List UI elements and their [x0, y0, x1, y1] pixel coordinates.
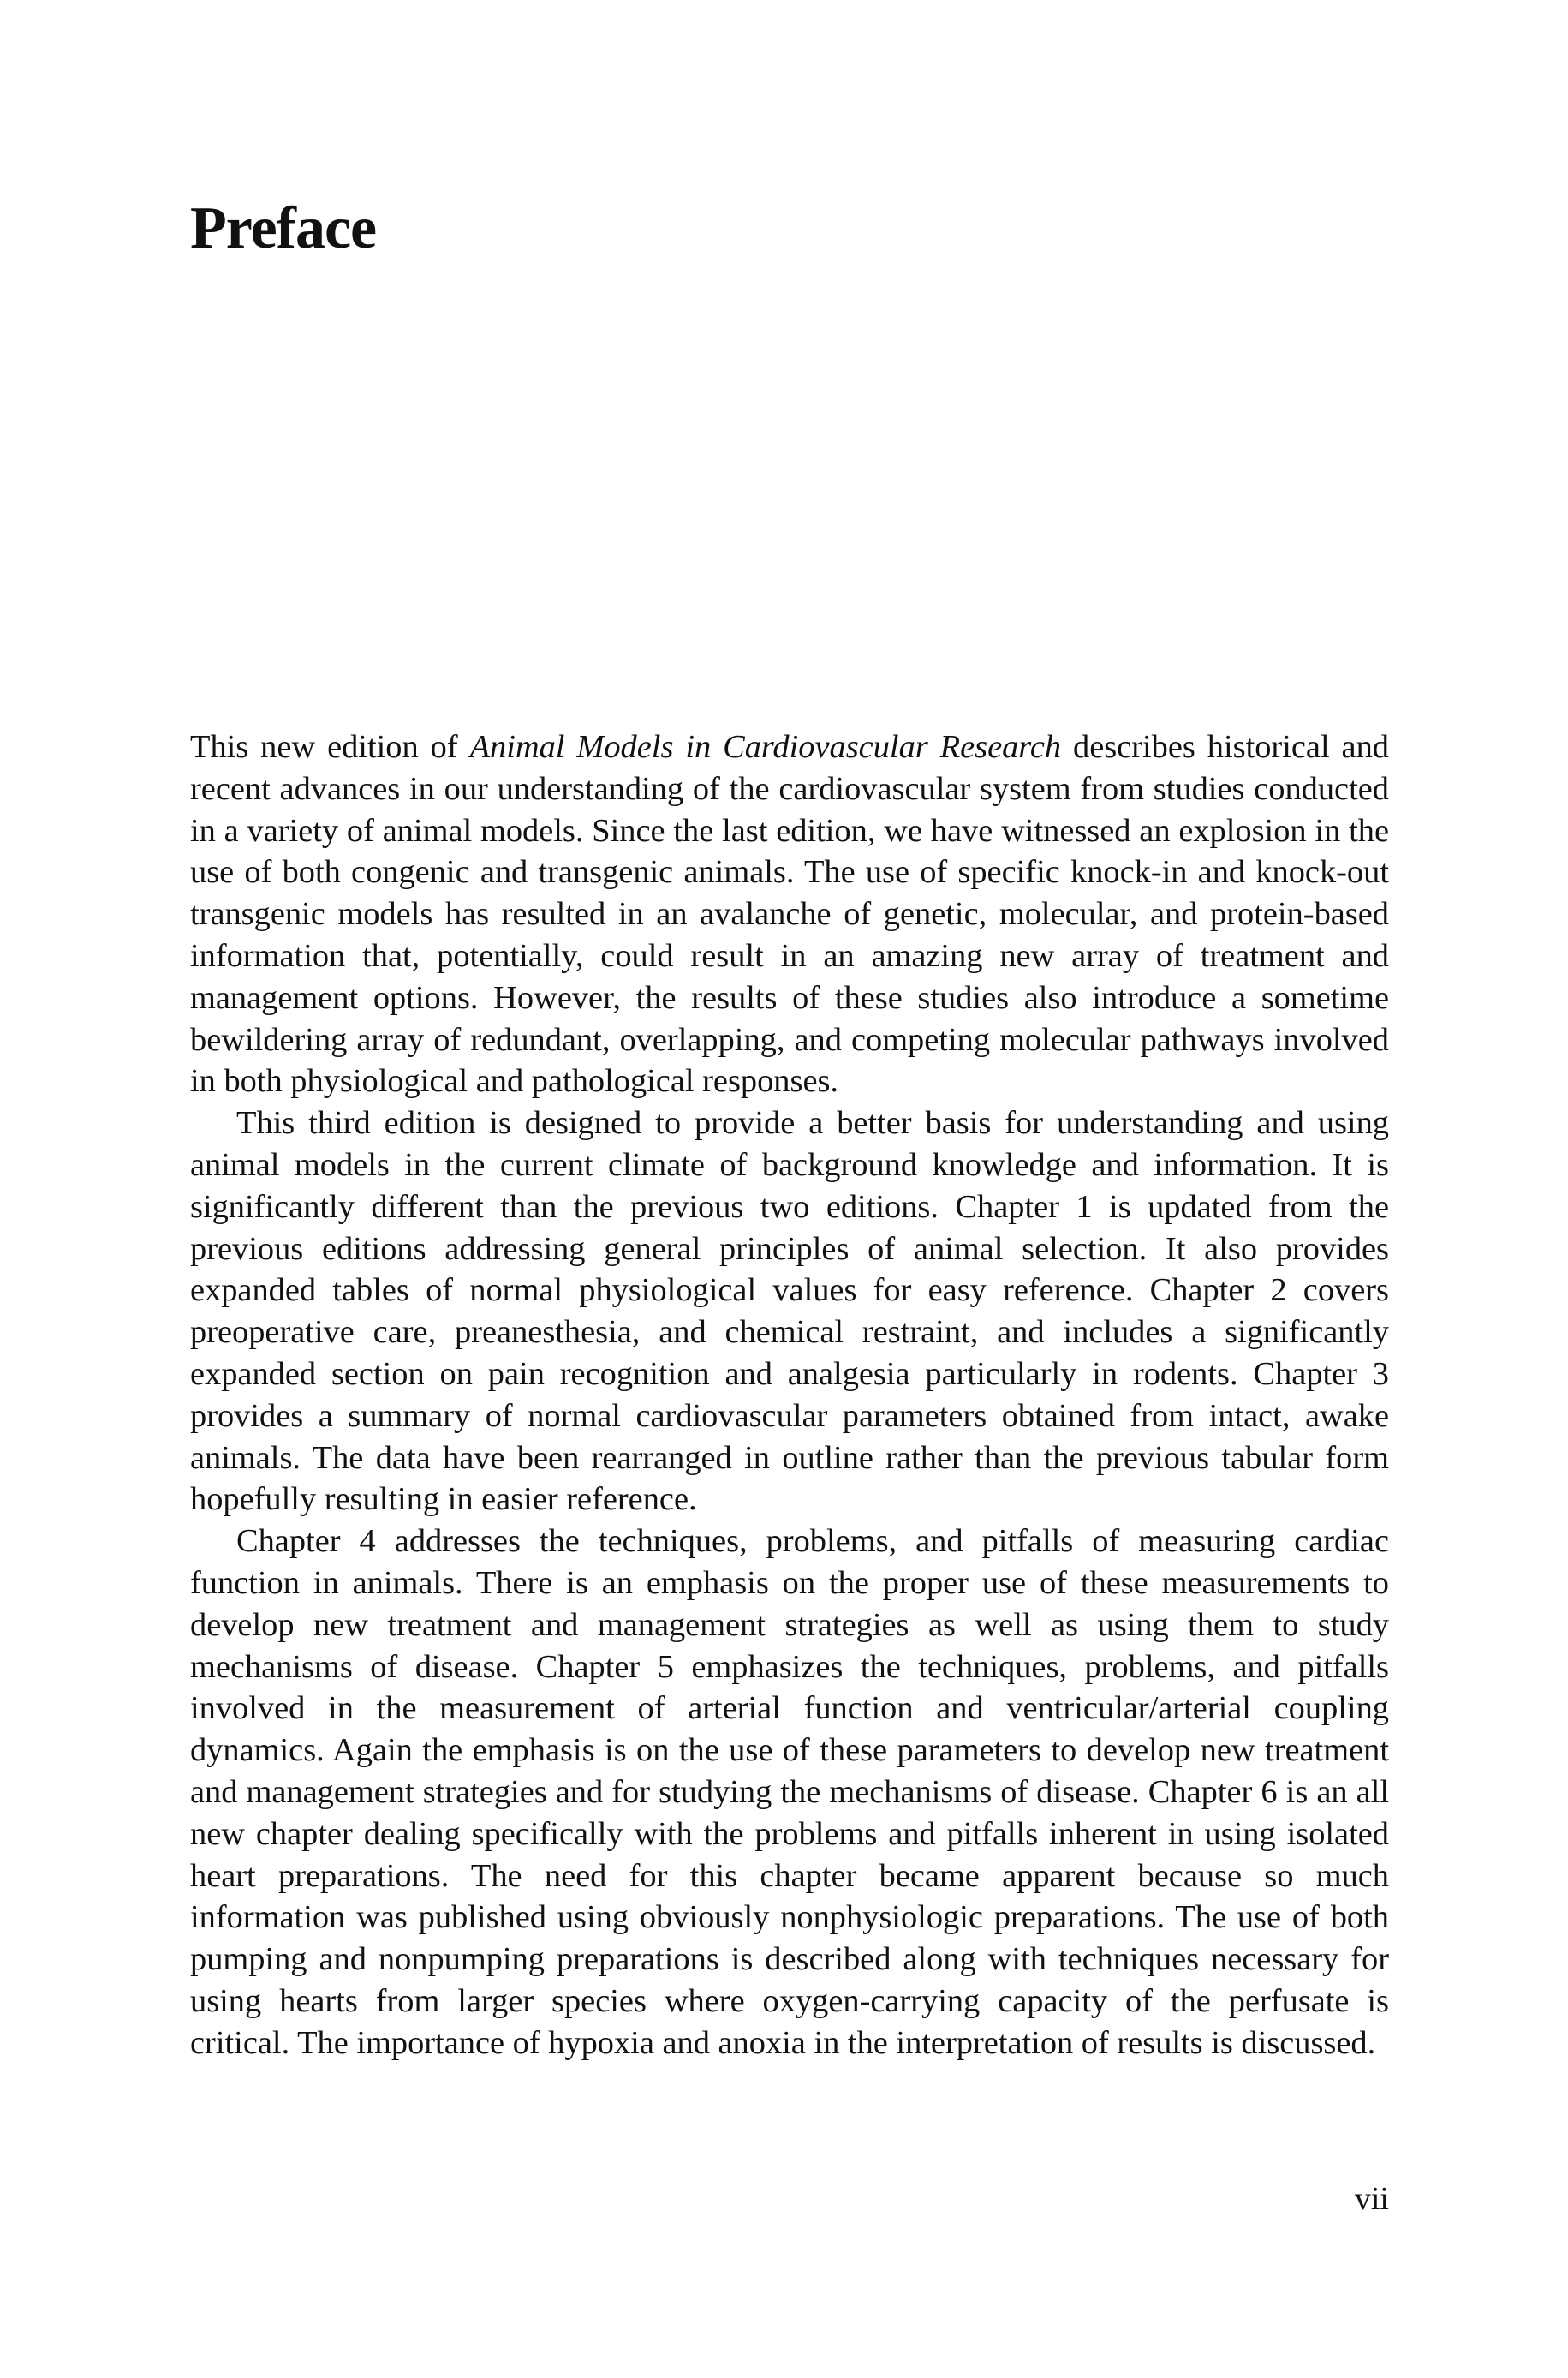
- paragraph-3: Chapter 4 addresses the techniques, problems, and pitfalls of measuring cardiac function in animals. There is an emphasis on the proper use of these measurements to develop new treatment and management strategies as well as using them to study mechanisms of disease. Chapter 5 emphasizes the techniques, problems, and pitfalls involved in the measurement of arterial function and ventricular/arterial coupling dynamics. Again the emphasis is on the use of these parameters to develop new treatment and management strategies and for studying the mechanisms of disease. Chapter 6 is an all new chapter dealing specifically with the problems and pitfalls inherent in using isolated heart preparations. The need for this chapter became apparent because so much information was published using obviously nonphysiologic preparations. The use of both pumping and nonpumping preparations is described along with techniques necessary for using hearts from larger species where oxygen-carrying capacity of the perfusate is critical. The importance of hypoxia and anoxia in the interpretation of results is discussed.: [190, 1523, 1389, 2061]
- preface-body: [190, 726, 1389, 2064]
- book-title: Animal Models in Cardiovascular Research: [469, 729, 1062, 765]
- paragraph-1: [190, 726, 1389, 1102]
- paragraph-2: This third edition is designed to provide a better basis for understanding and using animal models in the current climate of background knowledge and information. It is significantly different than the previous two editions. Chapter 1 is updated from the previous editions addressing general principles of animal selection. It also provides expanded tables of normal physiological values for easy reference. Chapter 2 covers preoperative care, preanesthesia, and chemical restraint, and includes a significantly expanded section on pain recognition and analgesia particularly in rodents. Chapter 3 provides a summary of normal cardiovascular parameters obtained from intact, awake animals. The data have been rearranged in outline rather than the previous tabular form hopefully resulting in easier reference.: [190, 1105, 1389, 1518]
- paragraph-1-lead: This new edition of: [190, 729, 470, 765]
- page-number: vii: [1354, 2181, 1389, 2217]
- paragraph-1-rest: describes historical and recent advances in our understanding of the cardiovascular system from studies conducted in a variety of animal models. Since the last edition, we have witnessed an explosion in the use of both congenic and transgenic animals. The use of specific knock-in and knock-out transgenic models has resulted in an avalanche of genetic, molecular, and protein-based information that, potentially, could result in an amazing new array of treatment and management options. However, the results of these studies also introduce a sometime bewildering array of redundant, overlapping, and competing molecular pathways involved in both physiological and pathological responses.: [190, 729, 1389, 1100]
- page-title: Preface: [190, 195, 377, 261]
